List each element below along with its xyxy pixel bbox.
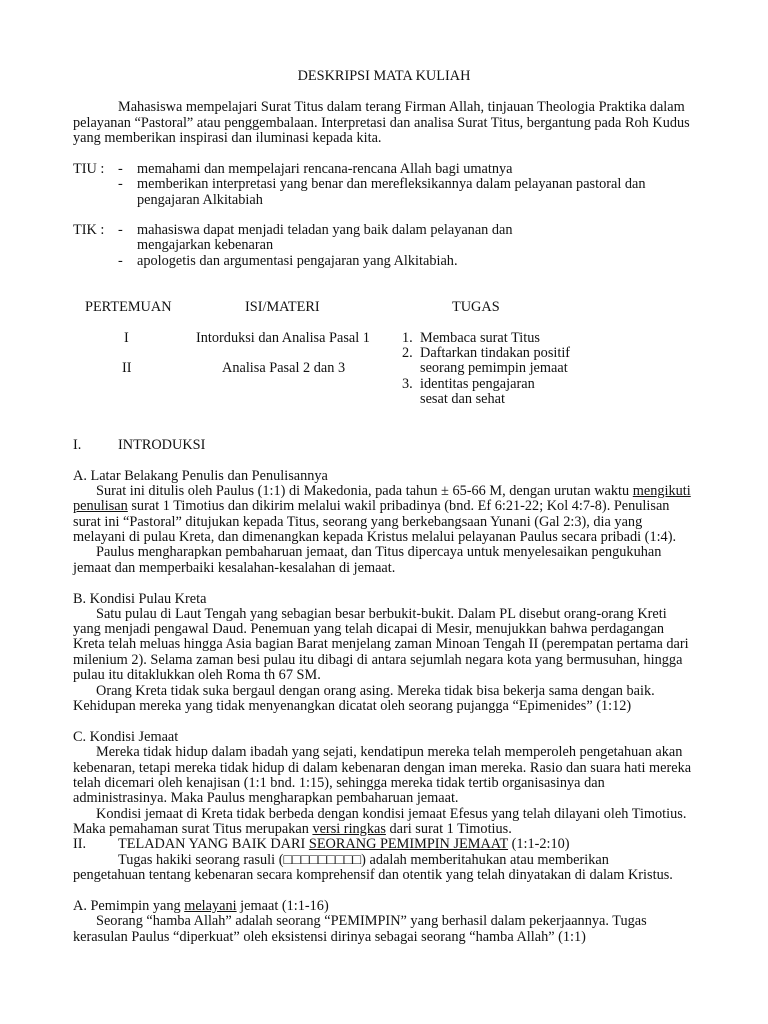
- subsection-c-line-2: kebenaran, tetapi mereka tidak hidup di dalam kebenaran dengan iman mereka. Rasio dan suara hati mereka: [73, 760, 692, 776]
- tiu-item-2: memberikan interpretasi yang benar dan merefleksikannya dalam pelayanan pastoral dan: [137, 176, 646, 192]
- tiu-bullet-2: -: [118, 176, 123, 192]
- subsection-b-heading: B. Kondisi Pulau Kreta: [73, 591, 207, 607]
- subsection-b-line-3: Kreta telah meluas hingga Asia bagian Barat menjelang zaman Minoan Tengah II (perempatan pertama dari: [73, 636, 689, 652]
- subsection-a-line-5: Paulus mengharapkan pembaharuan jemaat, dan Titus dipercaya untuk menyelesaikan pengukuhan: [96, 544, 662, 560]
- intro-line-1: Mahasiswa mempelajari Surat Titus dalam terang Firman Allah, tinjauan Theologia Praktika dalam: [118, 99, 685, 115]
- tik-item-1-cont: mengajarkan kebenaran: [137, 237, 274, 253]
- subsection-c-line-6: Maka pemahaman surat Titus merupakan versi ringkas dari surat 1 Timotius.: [73, 821, 512, 837]
- table-header-pertemuan: PERTEMUAN: [85, 299, 172, 315]
- subsection-c-line-5: Kondisi jemaat di Kreta tidak berbeda dengan kondisi jemaat Efesus yang telah dilayani oleh Timotius.: [96, 806, 687, 822]
- section-2-line-2: pengetahuan tentang kebenaran secara komprehensif dan otentik yang telah dinyatakan di dalam Kristus.: [73, 867, 673, 883]
- document-title: DESKRIPSI MATA KULIAH: [297, 68, 471, 84]
- table-row-1-materi: Intorduksi dan Analisa Pasal 1: [196, 330, 370, 346]
- subsection-b-line-6: Orang Kreta tidak suka bergaul dengan orang asing. Mereka tidak bisa bekerja sama dengan baik.: [96, 683, 655, 699]
- subsection-2a-heading: A. Pemimpin yang melayani jemaat (1:1-16): [73, 898, 329, 914]
- subsection-2a-line-2: kerasulan Paulus “diperkuat” oleh eksistensi dirinya sebagai seorang “hamba Allah” (1:1): [73, 929, 586, 945]
- tik-bullet-1: -: [118, 222, 123, 238]
- task-1-num: 1.: [402, 330, 413, 346]
- tik-item-1: mahasiswa dapat menjadi teladan yang baik dalam pelayanan dan: [137, 222, 513, 238]
- task-2-text-cont: seorang pemimpin jemaat: [420, 360, 568, 376]
- subsection-b-line-7: Kehidupan mereka yang tidak menyenangkan dicatat oleh seorang pujangga “Epimenides” (1:12): [73, 698, 632, 714]
- section-2-title: TELADAN YANG BAIK DARI SEORANG PEMIMPIN JEMAAT (1:1-2:10): [118, 836, 570, 852]
- section-2-line-1: Tugas hakiki seorang rasuli (□□□□□□□□□) adalah memberitahukan atau memberikan: [118, 852, 609, 868]
- subsection-b-line-2: yang menjadi pengawal Daud. Penemuan yang telah dicapai di Mesir, menujukkan bahwa perdagangan: [73, 621, 664, 637]
- table-row-2-num: II: [122, 360, 132, 376]
- task-2-text: Daftarkan tindakan positif: [420, 345, 571, 361]
- subsection-b-line-5: pulau itu ditaklukkan oleh Roma th 67 SM.: [73, 667, 321, 683]
- subsection-c-heading: C. Kondisi Jemaat: [73, 729, 179, 745]
- table-header-tugas: TUGAS: [452, 299, 500, 315]
- table-row-2-materi: Analisa Pasal 2 dan 3: [222, 360, 346, 376]
- subsection-a-heading: A. Latar Belakang Penulis dan Penulisannya: [73, 468, 328, 484]
- task-1-text: Membaca surat Titus: [420, 330, 540, 346]
- subsection-b-line-4: milenium 2). Selama zaman besi pulau itu dibagi di antara sejumlah negara kota yang bermusuhan, hingga: [73, 652, 683, 668]
- task-3-text-cont: sesat dan sehat: [420, 391, 505, 407]
- tik-label: TIK :: [73, 222, 105, 238]
- subsection-b-line-1: Satu pulau di Laut Tengah yang sebagian besar berbukit-bukit. Dalam PL disebut orang-orang Kreti: [96, 606, 667, 622]
- tiu-label: TIU :: [73, 161, 105, 177]
- subsection-a-line-6: jemaat dan memperbaiki kesalahan-kesalahan di jemaat.: [73, 560, 396, 576]
- task-3-text: identitas pengajaran: [420, 376, 535, 392]
- intro-line-3: yang memberikan inspirasi dan iluminasi kepada kita.: [73, 130, 382, 146]
- tiu-item-1: memahami dan mempelajari rencana-rencana Allah bagi umatnya: [137, 161, 513, 177]
- subsection-a-line-2: penulisan surat 1 Timotius dan dikirim melalui wakil pribadinya (bnd. Ef 6:21-22; Kol 4:7-8). Penulisan: [73, 498, 670, 514]
- subsection-a-line-4: melayani di pulau Kreta, dan dimenangkan kepada Kristus melalui pelayanan Paulus secara pribadi (1:4).: [73, 529, 677, 545]
- intro-line-2: pelayanan “Pastoral” atau penggembalaan. Interpretasi dan analisa Surat Titus, bergantung pada Roh Kudus: [73, 115, 690, 131]
- subsection-c-line-1: Mereka tidak hidup dalam ibadah yang sejati, kendatipun mereka telah memperoleh pengetahuan akan: [96, 744, 683, 760]
- section-1-number: I.: [73, 437, 82, 453]
- tik-bullet-2: -: [118, 253, 123, 269]
- tiu-bullet-1: -: [118, 161, 123, 177]
- tik-item-2: apologetis dan argumentasi pengajaran yang Alkitabiah.: [137, 253, 458, 269]
- subsection-c-line-3: telah dicemari oleh kenajisan (1:1 bnd. 1:15), sehingga mereka tidak tertib organisasinya dan: [73, 775, 605, 791]
- tiu-item-2-cont: pengajaran Alkitabiah: [137, 192, 263, 208]
- table-row-1-num: I: [124, 330, 129, 346]
- task-2-num: 2.: [402, 345, 413, 361]
- subsection-2a-line-1: Seorang “hamba Allah” adalah seorang “PEMIMPIN” yang berhasil dalam pekerjaannya. Tugas: [96, 913, 647, 929]
- section-1-title: INTRODUKSI: [118, 437, 206, 453]
- subsection-a-line-1: Surat ini ditulis oleh Paulus (1:1) di Makedonia, pada tahun ± 65-66 M, dengan urutan waktu mengikuti: [96, 483, 691, 499]
- table-header-materi: ISI/MATERI: [245, 299, 320, 315]
- task-3-num: 3.: [402, 376, 413, 392]
- section-2-number: II.: [73, 836, 87, 852]
- subsection-a-line-3: surat ini “Pastoral” ditujukan kepada Titus, seorang yang berkebangsaan Yunani (Gal 2:3), dia yang: [73, 514, 643, 530]
- subsection-c-line-4: administrasinya. Maka Paulus mengharapkan pembaharuan jemaat.: [73, 790, 459, 806]
